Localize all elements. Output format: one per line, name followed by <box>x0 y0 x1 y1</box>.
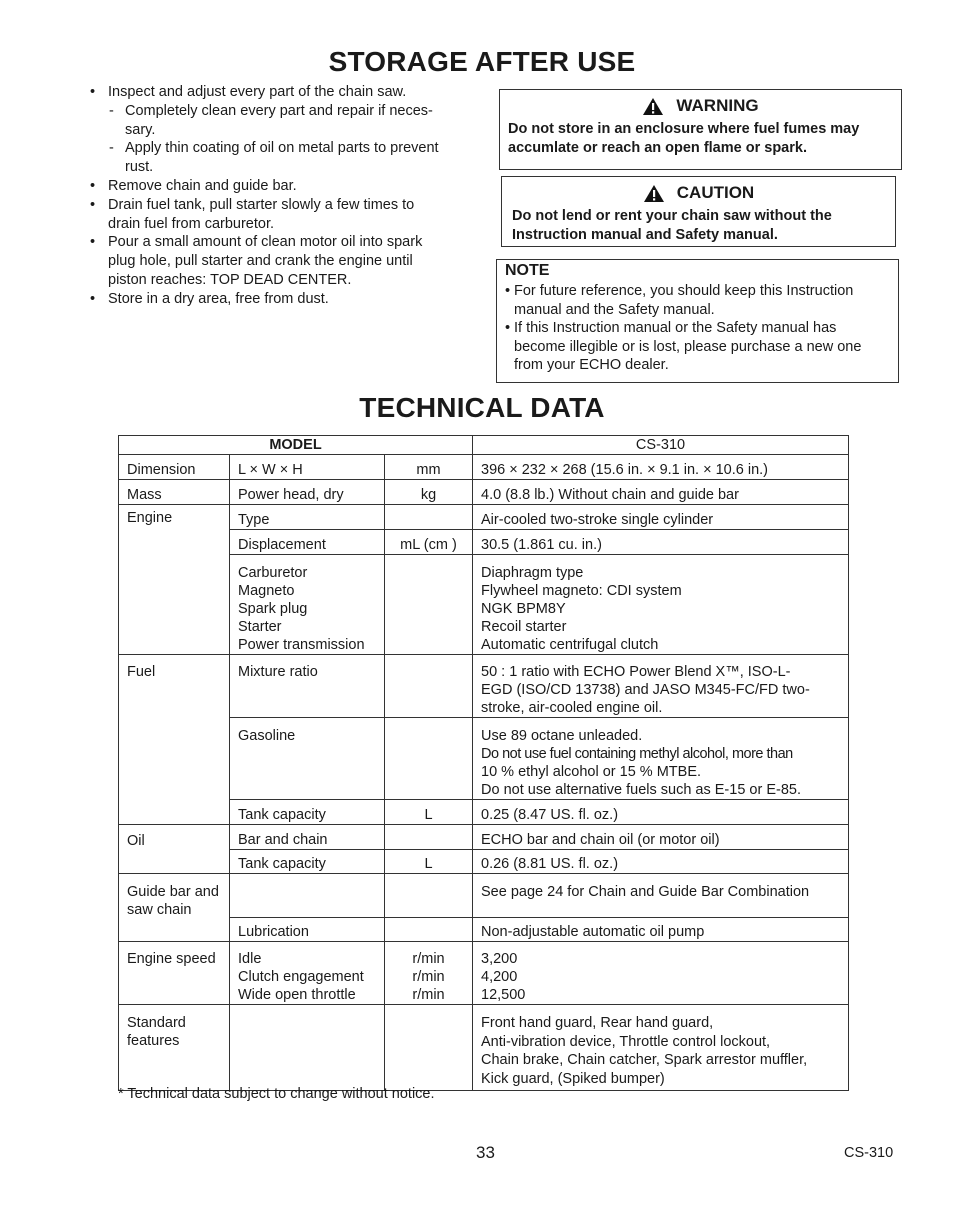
technical-footnote: * Technical data subject to change without notice. <box>118 1086 435 1102</box>
step-inspect <box>90 83 470 102</box>
unit-rmin: r/min <box>412 969 445 985</box>
item-starter: Starter <box>238 619 282 635</box>
step-line: Store in a dry area, free from dust. <box>108 290 329 307</box>
item-lwh: L × W × H <box>230 455 385 480</box>
step-line: plug hole, pull starter and crank the engine until <box>108 253 413 270</box>
unit-mm: mm <box>385 455 473 480</box>
item-carburetor: Carburetor <box>238 565 308 581</box>
unit-l: L <box>385 850 473 874</box>
table-header-row <box>119 436 849 455</box>
value-carburetor: Diaphragm type <box>481 565 584 581</box>
storage-steps <box>90 83 470 309</box>
engine-speed-items <box>230 942 385 1005</box>
item-lubrication: Lubrication <box>230 918 385 942</box>
unit-rmin: r/min <box>412 951 445 967</box>
value-displacement: 30.5 (1.861 cu. in.) <box>473 530 849 555</box>
model-value: CS-310 <box>473 436 849 455</box>
item-bar-and-chain: Bar and chain <box>230 825 385 850</box>
unit-kg: kg <box>385 480 473 505</box>
engine-components-units <box>385 555 473 655</box>
step-remove-chain <box>90 177 470 196</box>
group-line: features <box>127 1033 180 1049</box>
engine-speed-units <box>385 942 473 1005</box>
value-starter: Recoil starter <box>481 619 567 635</box>
step-line: Drain fuel tank, pull starter slowly a few times to <box>108 196 415 213</box>
item-magneto: Magneto <box>238 583 295 599</box>
technical-data-table <box>118 435 849 1091</box>
value-bar-oil: ECHO bar and chain oil (or motor oil) <box>473 825 849 850</box>
value-line: Anti-vibration device, Throttle control lockout, <box>481 1033 771 1050</box>
engine-components-values <box>473 555 849 655</box>
step-line: Remove chain and guide bar. <box>108 177 297 194</box>
group-dimension: Dimension <box>119 455 230 480</box>
item-power-head: Power head, dry <box>230 480 385 505</box>
group-guide-bar <box>119 874 230 942</box>
engine-components-items <box>230 555 385 655</box>
item-mixture-ratio: Mixture ratio <box>230 655 385 718</box>
group-standard-features <box>119 1005 230 1091</box>
value-guide-bar: See page 24 for Chain and Guide Bar Combination <box>473 874 849 918</box>
unit-empty <box>385 825 473 850</box>
substep-oil-coat <box>90 139 470 177</box>
page-number: 33 <box>476 1143 495 1162</box>
step-line: piston reaches: TOP DEAD CENTER. <box>108 271 352 288</box>
model-header: MODEL <box>119 436 473 455</box>
note-item-keep-manual <box>505 282 898 319</box>
value-line: 50 : 1 ratio with ECHO Power Blend X™, ISO-L- <box>481 664 791 680</box>
table-row-engine-speed <box>119 942 849 1005</box>
value-line: Chain brake, Chain catcher, Spark arrestor muffler, <box>481 1052 808 1068</box>
item-power-transmission: Power transmission <box>238 637 365 653</box>
table-row-standard-features <box>119 1005 849 1091</box>
step-line: sary. <box>125 121 156 138</box>
group-line: saw chain <box>127 902 192 918</box>
warning-text <box>500 118 901 158</box>
item-wide-open-throttle: Wide open throttle <box>238 987 356 1003</box>
value-spark-plug: NGK BPM8Y <box>481 601 566 617</box>
table-row-mixture <box>119 655 849 718</box>
note-item-replace-manual <box>505 319 898 375</box>
item-type: Type <box>230 505 385 530</box>
value-idle: 3,200 <box>481 951 518 967</box>
note-line: from your ECHO dealer. <box>514 357 669 374</box>
table-row-dimension <box>119 455 849 480</box>
group-mass: Mass <box>119 480 230 505</box>
item-fuel-tank-capacity: Tank capacity <box>230 800 385 825</box>
engine-speed-values <box>473 942 849 1005</box>
value-line: Use 89 octane unleaded. <box>481 728 643 744</box>
group-line: Guide bar and <box>127 884 219 900</box>
item-oil-tank-capacity: Tank capacity <box>230 850 385 874</box>
group-fuel: Fuel <box>119 655 230 825</box>
value-gasoline <box>473 718 849 800</box>
value-dimension: 396 × 232 × 268 (15.6 in. × 9.1 in. × 10.6 in.) <box>473 455 849 480</box>
unit-empty <box>385 718 473 800</box>
note-line: For future reference, you should keep this Instruction <box>514 283 854 299</box>
step-line: Completely clean every part and repair if neces- <box>125 102 433 119</box>
unit-empty <box>385 1005 473 1091</box>
warning-line: Do not store in an enclosure where fuel fumes may <box>508 121 860 137</box>
value-mixture <box>473 655 849 718</box>
value-engine-type: Air-cooled two-stroke single cylinder <box>473 505 849 530</box>
unit-empty <box>385 874 473 918</box>
caution-line: Do not lend or rent your chain saw without the <box>512 208 832 224</box>
table-row-engine-type <box>119 505 849 530</box>
item-empty <box>230 874 385 918</box>
value-standard-features <box>473 1005 849 1091</box>
unit-ml: mL (cm ) <box>385 530 473 555</box>
value-clutch: 4,200 <box>481 969 518 985</box>
caution-label: CAUTION <box>676 183 755 202</box>
item-gasoline: Gasoline <box>230 718 385 800</box>
unit-rmin: r/min <box>412 987 445 1003</box>
note-box <box>496 259 899 383</box>
note-line: manual and the Safety manual. <box>514 301 715 318</box>
table-row-guide-bar <box>119 874 849 918</box>
note-list <box>497 282 898 375</box>
value-line: EGD (ISO/CD 13738) and JASO M345-FC/FD two- <box>481 682 810 698</box>
value-line: Front hand guard, Rear hand guard, <box>481 1015 714 1031</box>
warning-line: accumlate or reach an open flame or spark. <box>508 139 807 156</box>
value-magneto: Flywheel magneto: CDI system <box>481 583 682 599</box>
unit-empty <box>385 505 473 530</box>
caution-line: Instruction manual and Safety manual. <box>512 226 778 243</box>
group-line: Standard <box>127 1015 186 1031</box>
value-mass: 4.0 (8.8 lb.) Without chain and guide bar <box>473 480 849 505</box>
value-line: Do not use fuel containing methyl alcohol, more than <box>481 746 793 762</box>
note-label: NOTE <box>505 262 550 279</box>
unit-empty <box>385 655 473 718</box>
group-engine: Engine <box>119 505 230 655</box>
value-wot: 12,500 <box>481 987 526 1003</box>
value-power-transmission: Automatic centrifugal clutch <box>481 637 659 653</box>
technical-data-title: TECHNICAL DATA <box>359 392 605 423</box>
step-store-dry <box>90 290 470 309</box>
step-line: drain fuel from carburetor. <box>108 215 275 232</box>
value-oil-tank: 0.26 (8.81 US. fl. oz.) <box>473 850 849 874</box>
table-row-oil-bar <box>119 825 849 850</box>
group-oil: Oil <box>119 825 230 874</box>
step-line: rust. <box>125 159 154 176</box>
step-line: Apply thin coating of oil on metal parts to prevent <box>125 140 439 157</box>
step-spark-plug-oil <box>90 233 470 289</box>
item-idle: Idle <box>238 951 262 967</box>
warning-header <box>500 94 901 118</box>
unit-l: L <box>385 800 473 825</box>
warning-box <box>499 89 902 170</box>
substep-clean <box>90 102 470 140</box>
caution-text <box>502 205 895 245</box>
document-code: CS-310 <box>844 1145 894 1161</box>
item-clutch-engagement: Clutch engagement <box>238 969 364 985</box>
warning-label: WARNING <box>676 96 759 115</box>
value-line: Do not use alternative fuels such as E-15 or E-85. <box>481 782 801 798</box>
unit-empty <box>385 918 473 942</box>
item-displacement: Displacement <box>230 530 385 555</box>
value-lubrication: Non-adjustable automatic oil pump <box>473 918 849 942</box>
group-engine-speed: Engine speed <box>119 942 230 1005</box>
value-line: stroke, air-cooled engine oil. <box>481 700 663 716</box>
item-empty <box>230 1005 385 1091</box>
value-line: 10 % ethyl alcohol or 15 % MTBE. <box>481 764 702 780</box>
warning-triangle-icon <box>642 97 664 116</box>
note-line: If this Instruction manual or the Safety manual has <box>514 320 837 337</box>
step-line: Pour a small amount of clean motor oil into spark <box>108 234 423 251</box>
caution-box <box>501 176 896 247</box>
note-line: become illegible or is lost, please purchase a new one <box>514 338 862 355</box>
value-fuel-tank: 0.25 (8.47 US. fl. oz.) <box>473 800 849 825</box>
caution-triangle-icon <box>643 184 665 203</box>
step-line: Inspect and adjust every part of the chain saw. <box>108 84 407 100</box>
table-row-mass <box>119 480 849 505</box>
storage-title: STORAGE AFTER USE <box>328 46 636 77</box>
caution-header <box>502 181 895 205</box>
step-drain-fuel <box>90 196 470 234</box>
item-spark-plug: Spark plug <box>238 601 308 617</box>
value-line: Kick guard, (Spiked bumper) <box>481 1070 665 1087</box>
